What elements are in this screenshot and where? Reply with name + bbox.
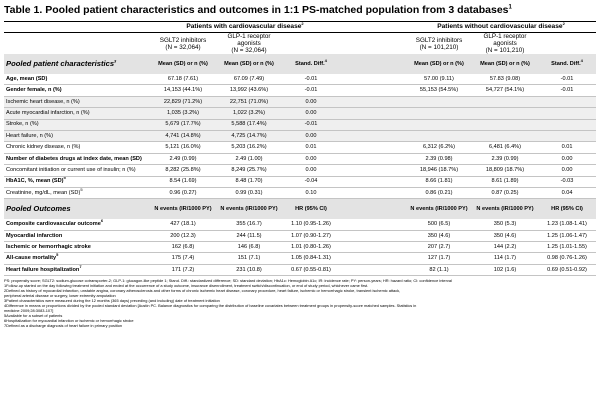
value-cell: 427 (18.1) bbox=[150, 219, 216, 230]
value-cell: 114 (1.7) bbox=[472, 253, 538, 264]
title-footnote-ref: 1 bbox=[508, 4, 512, 11]
spacer-cell bbox=[340, 85, 406, 96]
footnote-line: peripheral arterial disease or surgery, lower extremity amputation bbox=[4, 293, 116, 299]
value-cell: 2.49 (0.99) bbox=[150, 153, 216, 164]
value-cell: 127 (1.7) bbox=[406, 253, 472, 264]
spacer-cell bbox=[340, 74, 406, 85]
value-cell: 1,022 (3.2%) bbox=[216, 108, 282, 119]
value-cell: 355 (16.7) bbox=[216, 219, 282, 230]
value-cell: 0.00 bbox=[282, 130, 340, 141]
outcome-label: All-cause mortality$^5$ bbox=[4, 253, 150, 264]
value-cell: 0.01 bbox=[538, 142, 596, 153]
characteristic-row bbox=[4, 85, 596, 96]
value-cell bbox=[472, 108, 538, 119]
footnote-line: 4Difference in means or proportions divided by the pooled standard deviation [Austin PC. Balance diagnostics for comparing the distribution of baseline covariates between treatment groups in propensity-score matched samples. Statistics in bbox=[4, 303, 417, 309]
value-cell: 57.83 (9.08) bbox=[472, 74, 538, 85]
footnote-line: medicine 2009;28:3083-107] bbox=[4, 308, 54, 314]
value-cell: 171 (7.2) bbox=[150, 264, 216, 275]
value-cell bbox=[406, 130, 472, 141]
characteristic-label: Concomitant initiation or current use of insulin; n (%) bbox=[4, 165, 150, 176]
outcomes-rows bbox=[4, 219, 596, 275]
std-diff-header: Stand. Diff.$^4$ bbox=[538, 54, 596, 74]
value-cell bbox=[406, 108, 472, 119]
value-cell: 82 (1.1) bbox=[406, 264, 472, 275]
characteristic-label: Number of diabetes drugs at index date, mean (SD) bbox=[4, 153, 150, 164]
spacer-cell bbox=[340, 96, 406, 107]
value-cell: 4,741 (14.8%) bbox=[150, 130, 216, 141]
outcomes-section-title: Pooled Outcomes bbox=[4, 199, 150, 220]
characteristic-row bbox=[4, 96, 596, 107]
value-cell: 14,153 (44.1%) bbox=[150, 85, 216, 96]
characteristic-label: Age, mean (SD) bbox=[4, 74, 150, 85]
characteristic-label: Heart failure, n (%) bbox=[4, 130, 150, 141]
value-cell: 0.86 (0.21) bbox=[406, 187, 472, 198]
value-cell: -0.04 bbox=[282, 176, 340, 187]
value-cell: 144 (2.2) bbox=[472, 242, 538, 253]
value-cell bbox=[406, 119, 472, 130]
characteristics-outcomes-table bbox=[4, 21, 596, 276]
value-cell: 5,121 (16.0%) bbox=[150, 142, 216, 153]
value-cell: 1.01 (0.80-1.26) bbox=[282, 242, 340, 253]
spacer-cell bbox=[340, 230, 406, 241]
group-without-cvd: Patients without cardiovascular disease$^2$ bbox=[406, 22, 596, 33]
value-cell: -0.01 bbox=[538, 74, 596, 85]
characteristic-label: Stroke, n (%) bbox=[4, 119, 150, 130]
value-cell bbox=[538, 96, 596, 107]
footnote-line: 1Follow-up started on the day following treatment initiation and ended at the occurrence of a study outcome, insurance disenrollment, treatment switch/discontinuation, or end of study period, whichever came first. bbox=[4, 283, 369, 289]
value-cell: -0.01 bbox=[282, 74, 340, 85]
value-cell: 146 (6.8) bbox=[216, 242, 282, 253]
value-cell: 0.04 bbox=[538, 187, 596, 198]
value-cell: 4,725 (14.7%) bbox=[216, 130, 282, 141]
value-cell bbox=[472, 130, 538, 141]
value-cell: 0.00 bbox=[282, 96, 340, 107]
value-cell: 8.48 (1.70) bbox=[216, 176, 282, 187]
value-cell: 175 (7.4) bbox=[150, 253, 216, 264]
characteristic-row bbox=[4, 108, 596, 119]
value-cell: 1.23 (1.08-1.41) bbox=[538, 219, 596, 230]
value-cell: 8.66 (1.81) bbox=[406, 176, 472, 187]
characteristic-row bbox=[4, 187, 596, 198]
footnote-line: 5Available for a subset of patients bbox=[4, 313, 63, 319]
characteristic-label: Chronic kidney disease, n (%) bbox=[4, 142, 150, 153]
footnote-line: 7Defined as a discharge diagnosis of heart failure in primary position bbox=[4, 323, 123, 329]
value-cell bbox=[538, 130, 596, 141]
value-cell: 0.87 (0.25) bbox=[472, 187, 538, 198]
characteristic-row bbox=[4, 153, 596, 164]
value-cell: 151 (7.1) bbox=[216, 253, 282, 264]
group-header-row bbox=[4, 22, 596, 33]
value-cell: 244 (11.5) bbox=[216, 230, 282, 241]
value-cell: 8.54 (1.69) bbox=[150, 176, 216, 187]
value-cell: 350 (4.6) bbox=[406, 230, 472, 241]
value-cell: 22,751 (71.0%) bbox=[216, 96, 282, 107]
value-cell: 0.67 (0.55-0.81) bbox=[282, 264, 340, 275]
outcomes-header-row: Pooled Outcomes N events (IR/1000 PY) N events (IR/1000 PY) HR (95% CI) N events (IR/1000 PY) N events (IR/1000 PY) HR (95% CI) bbox=[4, 199, 596, 220]
value-cell: 6,481 (6.4%) bbox=[472, 142, 538, 153]
characteristic-label: HbA1C, %, mean (SD)$^5$ bbox=[4, 176, 150, 187]
spacer-cell bbox=[340, 165, 406, 176]
value-cell: 207 (2.7) bbox=[406, 242, 472, 253]
spacer-cell bbox=[340, 176, 406, 187]
spacer-cell bbox=[340, 108, 406, 119]
value-cell: 0.98 (0.76-1.26) bbox=[538, 253, 596, 264]
value-cell bbox=[472, 96, 538, 107]
value-cell: 22,829 (71.2%) bbox=[150, 96, 216, 107]
characteristic-label: Ischemic heart disease, n (%) bbox=[4, 96, 150, 107]
value-cell: 500 (6.5) bbox=[406, 219, 472, 230]
value-cell: 102 (1.6) bbox=[472, 264, 538, 275]
value-cell: 0.01 bbox=[282, 142, 340, 153]
characteristic-label: Gender female, n (%) bbox=[4, 85, 150, 96]
value-cell: 0.00 bbox=[282, 153, 340, 164]
value-cell: 18,946 (18.7%) bbox=[406, 165, 472, 176]
arm-header-row bbox=[4, 33, 596, 55]
value-cell: 8,282 (25.8%) bbox=[150, 165, 216, 176]
characteristics-section bbox=[4, 54, 596, 74]
outcome-label: Ischemic or hemorrhagic stroke bbox=[4, 242, 150, 253]
value-cell: 231 (10.8) bbox=[216, 264, 282, 275]
spacer-cell bbox=[340, 187, 406, 198]
value-cell: 8,249 (25.7%) bbox=[216, 165, 282, 176]
spacer-cell bbox=[340, 142, 406, 153]
value-cell: 6,312 (6.2%) bbox=[406, 142, 472, 153]
value-cell: 0.10 bbox=[282, 187, 340, 198]
value-cell: 162 (6.8) bbox=[150, 242, 216, 253]
arm-sglt2-with: SGLT2 inhibitors (N = 32,064) bbox=[159, 36, 207, 51]
value-cell: 2.39 (0.98) bbox=[406, 153, 472, 164]
spacer-cell bbox=[340, 119, 406, 130]
value-cell: 2.39 (0.99) bbox=[472, 153, 538, 164]
characteristic-row bbox=[4, 142, 596, 153]
value-cell: 0.00 bbox=[538, 165, 596, 176]
characteristic-label: Creatinine, mg/dL, mean (SD)$^5$ bbox=[4, 187, 150, 198]
value-cell: 18,809 (18.7%) bbox=[472, 165, 538, 176]
value-cell: 0.00 bbox=[282, 165, 340, 176]
footnote-line: 3Patient characteristics were measured during the 12 months (365 days) preceding (and including) date of treatment initiation bbox=[4, 298, 220, 304]
value-cell: 55,153 (54.5%) bbox=[406, 85, 472, 96]
value-cell: 5,203 (16.2%) bbox=[216, 142, 282, 153]
table-title: Table 1. Pooled patient characteristics and outcomes in 1:1 PS-matched population from 3 databases$^1$ bbox=[4, 4, 512, 16]
value-cell: -0.01 bbox=[282, 85, 340, 96]
characteristic-row bbox=[4, 74, 596, 85]
value-cell: 1.25 (1.06-1.47) bbox=[538, 230, 596, 241]
footnotes bbox=[4, 278, 596, 328]
outcome-row bbox=[4, 253, 596, 264]
value-cell: -0.03 bbox=[538, 176, 596, 187]
value-cell: 1.25 (1.01-1.55) bbox=[538, 242, 596, 253]
footnote-line: 6Hospitalization for myocardial infarction or ischemic or hemorrhagic stroke bbox=[4, 318, 134, 324]
value-cell: 350 (4.6) bbox=[472, 230, 538, 241]
value-cell: 0.96 (0.27) bbox=[150, 187, 216, 198]
spacer-cell bbox=[340, 153, 406, 164]
value-cell: 0.00 bbox=[282, 108, 340, 119]
value-cell: -0.01 bbox=[538, 85, 596, 96]
characteristics-rows bbox=[4, 74, 596, 199]
characteristic-row bbox=[4, 165, 596, 176]
value-cell: -0.01 bbox=[282, 119, 340, 130]
value-cell: 5,679 (17.7%) bbox=[150, 119, 216, 130]
value-cell: 1.10 (0.95-1.26) bbox=[282, 219, 340, 230]
value-cell: 2.49 (1.00) bbox=[216, 153, 282, 164]
spacer-cell bbox=[340, 253, 406, 264]
value-cell bbox=[538, 108, 596, 119]
value-cell: 13,992 (43.6%) bbox=[216, 85, 282, 96]
value-cell: 5,588 (17.4%) bbox=[216, 119, 282, 130]
value-cell: 1.07 (0.90-1.27) bbox=[282, 230, 340, 241]
spacer-cell bbox=[340, 242, 406, 253]
spacer-cell bbox=[340, 219, 406, 230]
footnote-line: PS: propensity score; SGLT2: sodium-glucose cotransporter-2; GLP-1: glucagon-like peptide 1; Stand. Diff.: standardized difference; SD: standard deviation; HbA1c: Hemoglobin A1c; IR: incidence rate; PY: person-years; HR: hazard ratio; CI: confidence interval bbox=[4, 278, 452, 284]
arm-glp1-with: GLP-1 receptor agonists (N = 32,064) bbox=[227, 33, 271, 54]
value-cell bbox=[406, 96, 472, 107]
outcomes-section bbox=[4, 199, 596, 220]
value-cell: 54,727 (54.1%) bbox=[472, 85, 538, 96]
arm-sglt2-without: SGLT2 inhibitors (N = 101,210) bbox=[415, 36, 463, 51]
value-cell: 0.69 (0.51-0.92) bbox=[538, 264, 596, 275]
std-diff-header: Stand. Diff.$^4$ bbox=[282, 54, 340, 74]
outcome-row bbox=[4, 264, 596, 275]
outcome-row bbox=[4, 242, 596, 253]
group-with-cvd: Patients with cardiovascular disease$^2$ bbox=[150, 22, 340, 33]
characteristic-label: Acute myocardial infarction, n (%) bbox=[4, 108, 150, 119]
characteristic-row bbox=[4, 176, 596, 187]
characteristics-section-title: Pooled patient characteristics$^3$ bbox=[4, 54, 150, 74]
document-page bbox=[4, 0, 596, 328]
spacer-cell bbox=[340, 264, 406, 275]
value-cell: 57.00 (9.11) bbox=[406, 74, 472, 85]
characteristic-row bbox=[4, 119, 596, 130]
outcome-row bbox=[4, 219, 596, 230]
spacer-cell bbox=[340, 130, 406, 141]
value-cell: 350 (5.3) bbox=[472, 219, 538, 230]
outcome-row bbox=[4, 230, 596, 241]
value-cell: 1.05 (0.84-1.31) bbox=[282, 253, 340, 264]
value-cell: 67.09 (7.49) bbox=[216, 74, 282, 85]
value-cell: 200 (12.3) bbox=[150, 230, 216, 241]
value-cell bbox=[538, 119, 596, 130]
value-cell: 0.99 (0.31) bbox=[216, 187, 282, 198]
value-cell: 67.18 (7.61) bbox=[150, 74, 216, 85]
outcome-label: Myocardial infarction bbox=[4, 230, 150, 241]
characteristics-header-row: Pooled patient characteristics$^3$ Mean (SD) or n (%) Mean (SD) or n (%) Stand. Diff.$^4$ Mean (SD) or n (%) Mean (SD) or n (%) Stand. Diff.$^4$ bbox=[4, 54, 596, 74]
value-cell: 1,035 (3.2%) bbox=[150, 108, 216, 119]
arm-glp1-without: GLP-1 receptor agonists (N = 101,210) bbox=[483, 33, 527, 54]
outcome-label: Composite cardiovascular outcome$^6$ bbox=[4, 219, 150, 230]
characteristic-row bbox=[4, 130, 596, 141]
footnote-line: 2Defined as history of myocardial infarction, unstable angina, coronary atherosclerosis and other forms of chronic ischemic heart disease, coronary procedure, heart failure, ischemic or hemorrhagic stroke, transient ischemic attack, bbox=[4, 288, 401, 294]
value-cell: 8.61 (1.89) bbox=[472, 176, 538, 187]
value-cell bbox=[472, 119, 538, 130]
outcome-label: Heart failure hospitalization$^7$ bbox=[4, 264, 150, 275]
value-cell: 0.00 bbox=[538, 153, 596, 164]
